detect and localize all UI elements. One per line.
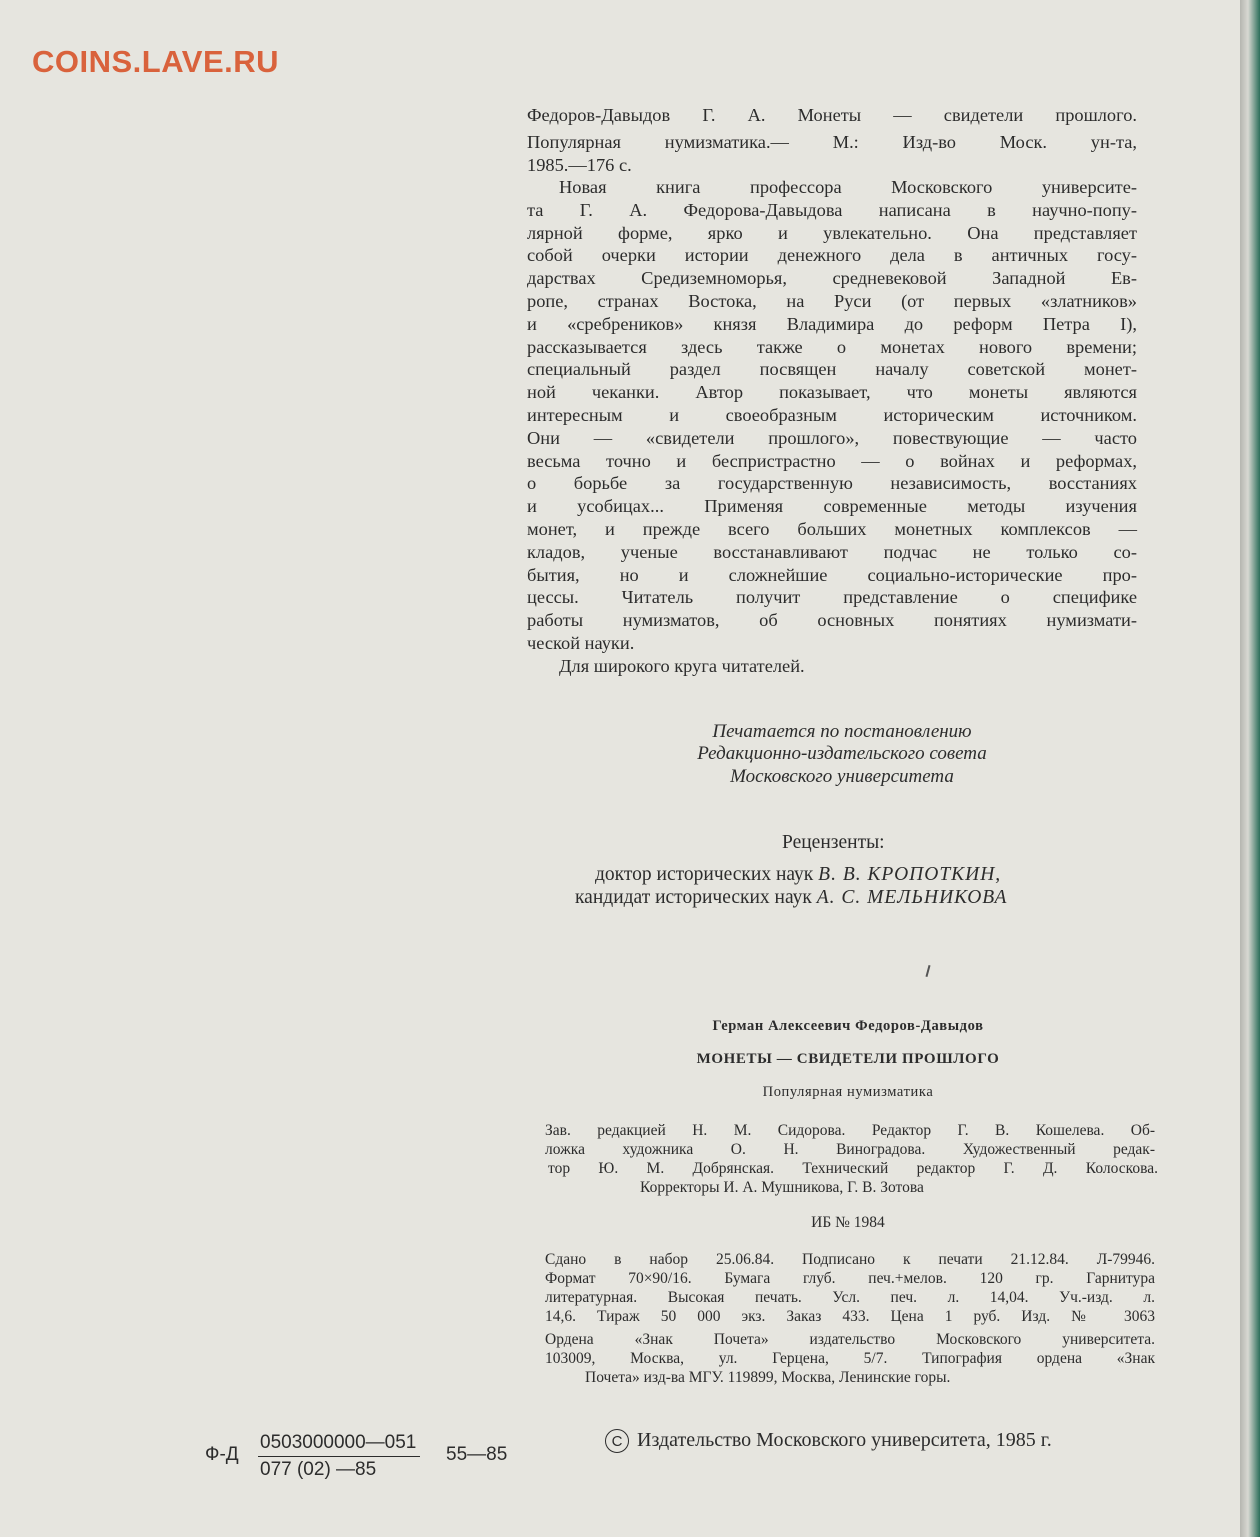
- print-mark: [925, 965, 930, 977]
- abstract-line: Популярная нумизматика.— М.: Изд-во Моск. ун-та,: [527, 132, 1137, 152]
- imprint-subtitle: Популярная нумизматика: [762, 1084, 934, 1100]
- abstract-line: рассказывается здесь также о монетах нового времени;: [527, 337, 1137, 357]
- abstract-line: ческой науки.: [527, 633, 635, 653]
- abstract-line: бытия, но и сложнейшие социально-исторические про-: [527, 565, 1137, 585]
- abstract-line: интересным и своеобразным историческим источником.: [527, 405, 1137, 425]
- abstract-line: 1985.—176 с.: [527, 155, 632, 175]
- abstract-line: Федоров-Давыдов Г. А. Монеты — свидетели прошлого.: [527, 105, 1137, 125]
- imprint-publisher-line: Почета» изд-ва МГУ. 119899, Москва, Ленинские горы.: [585, 1369, 951, 1386]
- reviewer-2-name: А. С. МЕЛЬНИКОВА: [816, 887, 1008, 908]
- site-watermark: COINS.LAVE.RU: [32, 44, 280, 79]
- abstract-line: весьма точно и беспристрастно — о войнах и реформах,: [527, 451, 1137, 471]
- imprint-print-line: литературная. Высокая печать. Усл. печ. л. 14,04. Уч.-изд. л.: [545, 1289, 1155, 1306]
- imprint-credits-line: Корректоры И. А. Мушникова, Г. В. Зотова: [640, 1179, 924, 1196]
- abstract-line: Они — «свидетели прошлого», повествующие — часто: [527, 428, 1137, 448]
- abstract-line: Для широкого круга читателей.: [559, 656, 805, 676]
- abstract-line: дарствах Средиземноморья, средневековой Западной Ев-: [527, 268, 1137, 288]
- abstract-line: собой очерки истории денежного дела в античных госу-: [527, 245, 1137, 265]
- abstract-line: та Г. А. Федорова-Давыдова написана в научно-попу-: [527, 200, 1137, 220]
- imprint-ib-number: ИБ № 1984: [811, 1214, 885, 1231]
- imprint-print-line: Сдано в набор 25.06.84. Подписано к печати 21.12.84. Л-79946.: [545, 1251, 1155, 1268]
- reviewer-1: [595, 864, 1001, 886]
- imprint-author: Герман Алексеевич Федоров-Давыдов: [712, 1018, 984, 1034]
- abstract-line: лярной форме, ярко и увлекательно. Она представляет: [527, 223, 1137, 243]
- abstract-line: специальный раздел посвящен началу советской монет-: [527, 359, 1137, 379]
- abstract-line: и «сребреников» князя Владимира до реформ Петра I),: [527, 314, 1137, 334]
- imprint-print-line: 14,6. Тираж 50 000 экз. Заказ 433. Цена 1 руб. Изд. № 3063: [545, 1308, 1155, 1325]
- publication-note-line: Московского университета: [730, 766, 954, 787]
- reviewer-2: [575, 887, 1007, 909]
- abstract-line: и усобицах... Применяя современные методы изучения: [527, 496, 1137, 516]
- copyright-icon: C: [605, 1429, 629, 1453]
- abstract-line: монет, и прежде всего больших монетных комплексов —: [527, 519, 1137, 539]
- imprint-credits-line: тор Ю. М. Добрянская. Технический редактор Г. Д. Колоскова.: [548, 1160, 1158, 1177]
- abstract-line: кладов, ученые восстанавливают подчас не только со-: [527, 542, 1137, 562]
- abstract-line: цессы. Читатель получит представление о специфике: [527, 587, 1137, 607]
- imprint-credits-line: ложка художника О. Н. Виноградова. Художественный редак-: [545, 1141, 1155, 1158]
- reviewer-1-degree: доктор исторических наук: [595, 864, 814, 885]
- imprint-print-line: Формат 70×90/16. Бумага глуб. печ.+мелов. 120 гр. Гарнитура: [545, 1270, 1155, 1287]
- imprint-publisher-line: Ордена «Знак Почета» издательство Московского университета.: [545, 1331, 1155, 1348]
- page-edge: [1240, 0, 1260, 1537]
- catalog-code-denominator: 077 (02) —85: [260, 1459, 377, 1480]
- abstract-line: работы нумизматов, об основных понятиях нумизмати-: [527, 610, 1137, 630]
- imprint-publisher-line: 103009, Москва, ул. Герцена, 5/7. Типография ордена «Знак: [545, 1350, 1155, 1367]
- publication-note-line: Печатается по постановлению: [712, 721, 972, 742]
- publication-note-line: Редакционно-издательского совета: [697, 743, 987, 764]
- catalog-code-numerator: 0503000000—051: [258, 1432, 420, 1457]
- abstract-line: Новая книга профессора Московского университе-: [559, 177, 1137, 197]
- catalog-code-fraction: [258, 1432, 420, 1481]
- reviewer-1-name: В. В. КРОПОТКИН,: [818, 864, 1002, 885]
- catalog-code-suffix: 55—85: [446, 1444, 508, 1465]
- copyright-text: Издательство Московского университета, 1985 г.: [637, 1429, 1052, 1451]
- catalog-code-prefix: Ф-Д: [205, 1444, 239, 1465]
- abstract-line: ной чеканки. Автор показывает, что монеты являются: [527, 382, 1137, 402]
- imprint-credits-line: Зав. редакцией Н. М. Сидорова. Редактор Г. В. Кошелева. Об-: [545, 1122, 1155, 1139]
- reviewer-2-degree: кандидат исторических наук: [575, 887, 812, 908]
- imprint-title: МОНЕТЫ — СВИДЕТЕЛИ ПРОШЛОГО: [696, 1051, 1000, 1067]
- copyright-line: [605, 1429, 1052, 1453]
- abstract-line: о борьбе за государственную независимость, восстаниях: [527, 473, 1137, 493]
- reviewers-title: Рецензенты:: [782, 832, 885, 853]
- abstract-line: ропе, странах Востока, на Руси (от первых «златников»: [527, 291, 1137, 311]
